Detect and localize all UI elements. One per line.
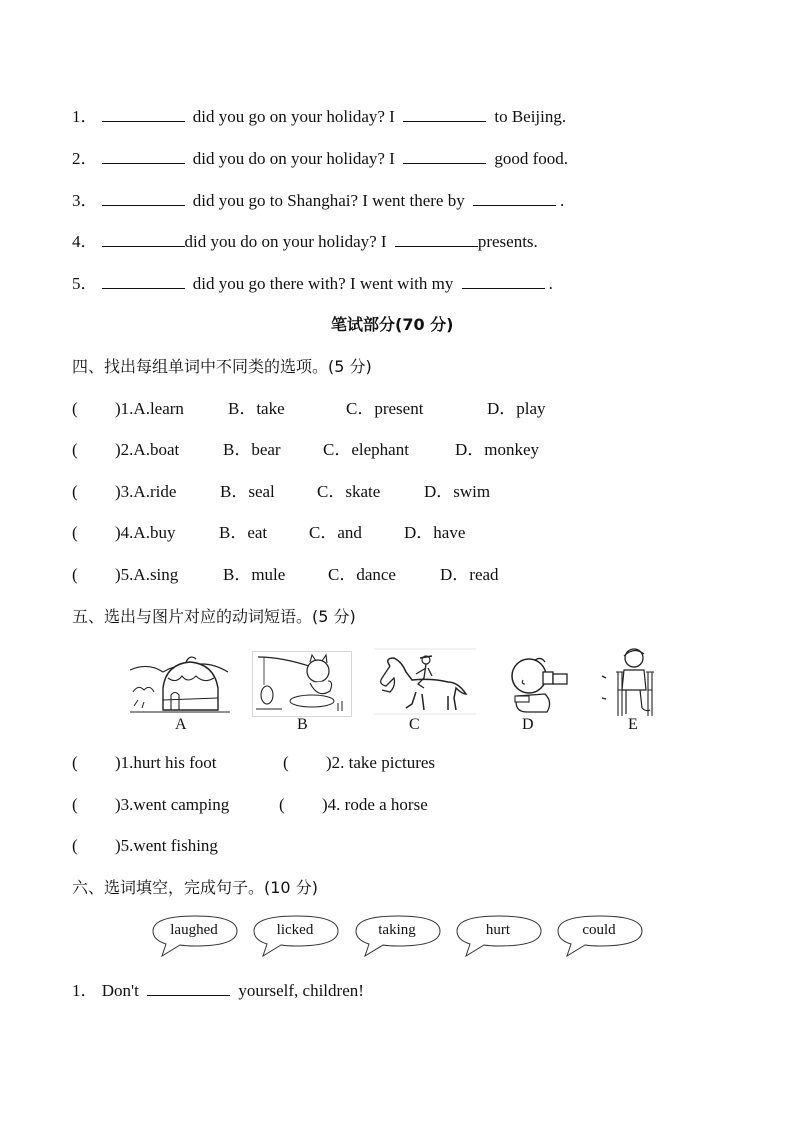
answer-paren[interactable]: ( — [72, 565, 78, 584]
question-3 — [72, 191, 564, 211]
answer-paren[interactable]: ( — [72, 836, 78, 855]
question-text: did you go to Shanghai? I went there by — [192, 191, 465, 210]
word-option: licked — [276, 922, 314, 938]
phrase-item: )1.hurt his foot — [115, 753, 217, 772]
question-number: 3． — [72, 191, 98, 210]
option-b: B．seal — [220, 482, 275, 501]
answer-paren[interactable]: ( — [72, 795, 78, 814]
word-bubble — [456, 912, 542, 967]
question-2 — [72, 149, 568, 169]
section4-title: 四、找出每组单词中不同类的选项。(5 分) — [72, 357, 372, 376]
answer-paren[interactable]: ( — [72, 753, 78, 772]
answer-paren[interactable]: ( — [72, 399, 78, 418]
answer-blank[interactable] — [102, 107, 185, 122]
option-b: B．mule — [223, 565, 286, 584]
option-d: D．read — [440, 565, 499, 584]
phrase-item: )3.went camping — [115, 795, 230, 814]
answer-blank[interactable] — [473, 191, 556, 206]
question-text-end: to Beijing. — [494, 107, 567, 126]
option-a: )2.A.boat — [115, 440, 180, 459]
phrase-item: )4. rode a horse — [322, 795, 428, 814]
answer-blank[interactable] — [102, 149, 185, 164]
camping-tent-picture — [128, 650, 233, 718]
section6-title: 六、选词填空，完成句子。(10 分) — [72, 878, 318, 897]
option-a: )1.A.learn — [115, 399, 184, 418]
question-number: 4． — [72, 232, 98, 251]
answer-paren[interactable]: ( — [72, 482, 78, 501]
option-c: C．elephant — [323, 440, 409, 459]
word-bubble — [253, 912, 339, 967]
answer-blank[interactable] — [403, 149, 486, 164]
answer-blank[interactable] — [102, 232, 185, 247]
sentence-1 — [72, 981, 364, 1001]
option-c: C．present — [346, 399, 424, 418]
question-text: did you do on your holiday? I — [192, 149, 395, 168]
option-a: )5.A.sing — [115, 565, 179, 584]
question-text-end: good food. — [494, 149, 569, 168]
word-bubble — [557, 912, 643, 967]
word-option: laughed — [170, 922, 218, 938]
written-part-title: 笔试部分(70 分) — [331, 315, 454, 334]
picture-label-d: D — [522, 716, 534, 733]
word-option: taking — [378, 922, 416, 938]
answer-blank[interactable] — [102, 274, 185, 289]
word-option: could — [582, 922, 616, 938]
option-c: C．dance — [328, 565, 396, 584]
question-text: did you go on your holiday? I — [192, 107, 395, 126]
option-b: B．take — [228, 399, 285, 418]
question-number: 1． — [72, 981, 98, 1000]
picture-label-a: A — [175, 716, 187, 733]
word-bubble — [355, 912, 441, 967]
question-1 — [72, 107, 566, 127]
option-d: D．monkey — [455, 440, 540, 459]
answer-blank[interactable] — [462, 274, 545, 289]
question-number: 5． — [72, 274, 98, 293]
option-b: B．bear — [223, 440, 281, 459]
question-text-end: . — [559, 191, 565, 210]
option-d: D．play — [487, 399, 546, 418]
section5-title: 五、选出与图片对应的动词短语。(5 分) — [72, 607, 356, 626]
answer-blank[interactable] — [403, 107, 486, 122]
option-c: C．skate — [317, 482, 381, 501]
question-text-end: presents. — [477, 232, 538, 251]
option-a: )4.A.buy — [115, 523, 176, 542]
word-option: hurt — [485, 922, 511, 938]
answer-blank[interactable] — [395, 232, 478, 247]
word-bubble — [152, 912, 238, 967]
option-a: )3.A.ride — [115, 482, 177, 501]
answer-paren[interactable]: ( — [72, 440, 78, 459]
answer-paren[interactable]: ( — [72, 523, 78, 542]
horse-riding-picture — [372, 648, 478, 716]
question-number: 1． — [72, 107, 98, 126]
hurt-foot-picture — [598, 646, 666, 718]
picture-label-b: B — [297, 716, 308, 733]
phrase-item: )2. take pictures — [326, 753, 436, 772]
option-d: D．have — [404, 523, 466, 542]
question-text: did you go there with? I went with my — [192, 274, 454, 293]
answer-blank[interactable] — [147, 981, 230, 996]
option-c: C．and — [309, 523, 362, 542]
answer-paren[interactable]: ( — [279, 795, 285, 814]
question-text: did you do on your holiday? I — [184, 232, 387, 251]
option-d: D．swim — [424, 482, 491, 501]
question-4 — [72, 232, 538, 252]
answer-blank[interactable] — [102, 191, 185, 206]
question-5 — [72, 274, 553, 294]
taking-pictures-picture — [505, 652, 570, 716]
cat-fishing-picture — [252, 651, 352, 717]
answer-paren[interactable]: ( — [283, 753, 289, 772]
question-text-end: . — [548, 274, 553, 293]
picture-label-c: C — [409, 716, 420, 733]
picture-label-e: E — [628, 716, 638, 733]
option-b: B．eat — [219, 523, 268, 542]
question-text-end: yourself, children! — [238, 981, 364, 1000]
question-number: 2． — [72, 149, 98, 168]
question-text: Don't — [101, 981, 139, 1000]
phrase-item: )5.went fishing — [115, 836, 218, 855]
